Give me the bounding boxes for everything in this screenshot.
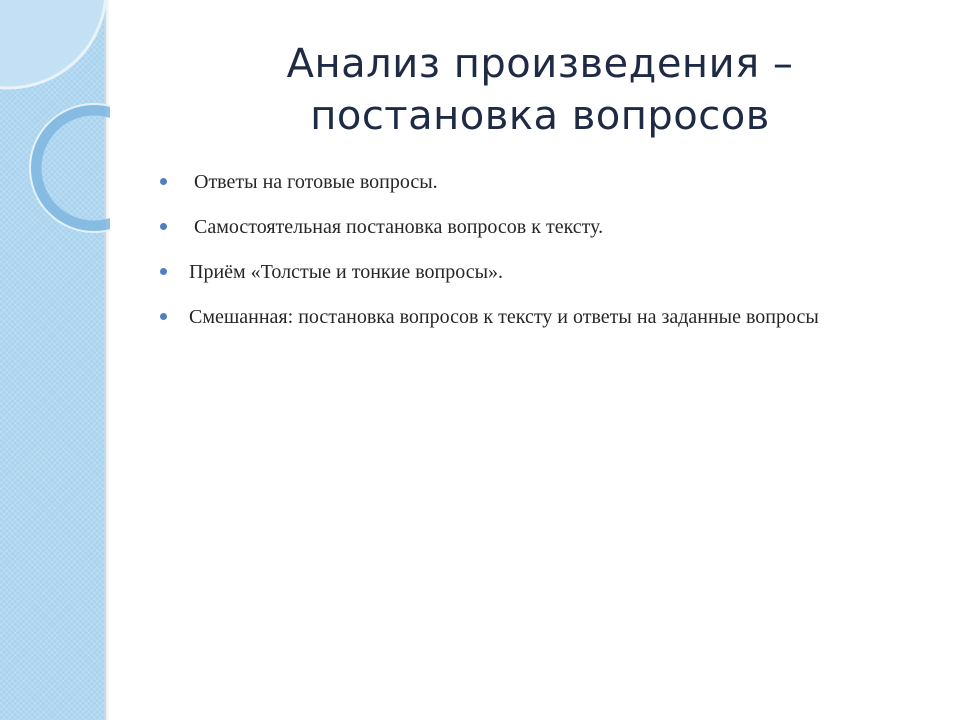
ring-shape [36, 110, 110, 226]
bullet-list [160, 170, 900, 359]
slide-title [180, 38, 900, 142]
bullet-item [160, 260, 900, 284]
ring-highlight [30, 104, 110, 232]
title-line-1: Анализ произведения – [286, 41, 794, 87]
bullet-text: Приём «Толстые и тонкие вопросы». [189, 261, 504, 283]
bullet-text: Ответы на готовые вопросы. [189, 171, 438, 193]
title-line-2: постановка вопросов [310, 93, 770, 139]
bullet-dot-icon [160, 268, 167, 275]
circle-decoration [0, 0, 110, 260]
bullet-text: Самостоятельная постановка вопросов к тексту. [189, 216, 604, 238]
bullet-dot-icon [160, 178, 167, 185]
bullet-dot-icon [160, 313, 167, 320]
bullet-item [160, 296, 900, 338]
bullet-item [160, 170, 900, 194]
bullet-item [160, 215, 900, 239]
bullet-text: Смешанная: постановка вопросов к тексту и ответы на заданные вопросы [189, 306, 819, 328]
bullet-dot-icon [160, 223, 167, 230]
